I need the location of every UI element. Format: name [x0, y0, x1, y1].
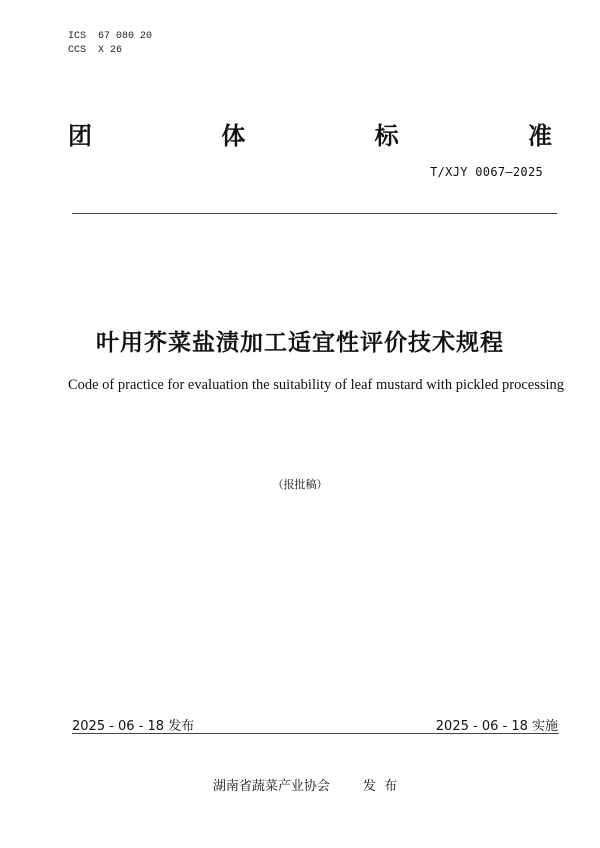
standard-number: T/XJY 0067—2025 — [430, 165, 543, 179]
top-divider — [72, 213, 557, 214]
bottom-divider — [72, 733, 559, 734]
title-english: Code of practice for evaluation the suitability of leaf mustard with pickled processing — [67, 377, 565, 393]
publisher-name: 湖南省蔬菜产业协会 — [212, 779, 330, 794]
standard-type-char: 标 — [374, 122, 399, 150]
classification-codes — [68, 30, 152, 58]
standard-type-char: 体 — [221, 122, 246, 150]
publisher-action: 发 布 — [362, 779, 398, 794]
title-chinese: 叶用芥菜盐渍加工适宜性评价技术规程 — [96, 330, 504, 356]
standard-type-char: 团 — [68, 122, 92, 150]
publisher-line — [0, 775, 600, 794]
draft-status: （报批稿） — [272, 478, 328, 491]
standard-type-char: 准 — [527, 122, 552, 150]
standard-type-heading — [68, 116, 552, 151]
ics-code: ICS 67 080 20 — [68, 31, 153, 42]
ccs-code: CCS X 26 — [68, 45, 123, 56]
implement-date: 2025 - 06 - 18 实施 — [435, 719, 558, 734]
publish-date: 2025 - 06 - 18 发布 — [72, 719, 195, 734]
